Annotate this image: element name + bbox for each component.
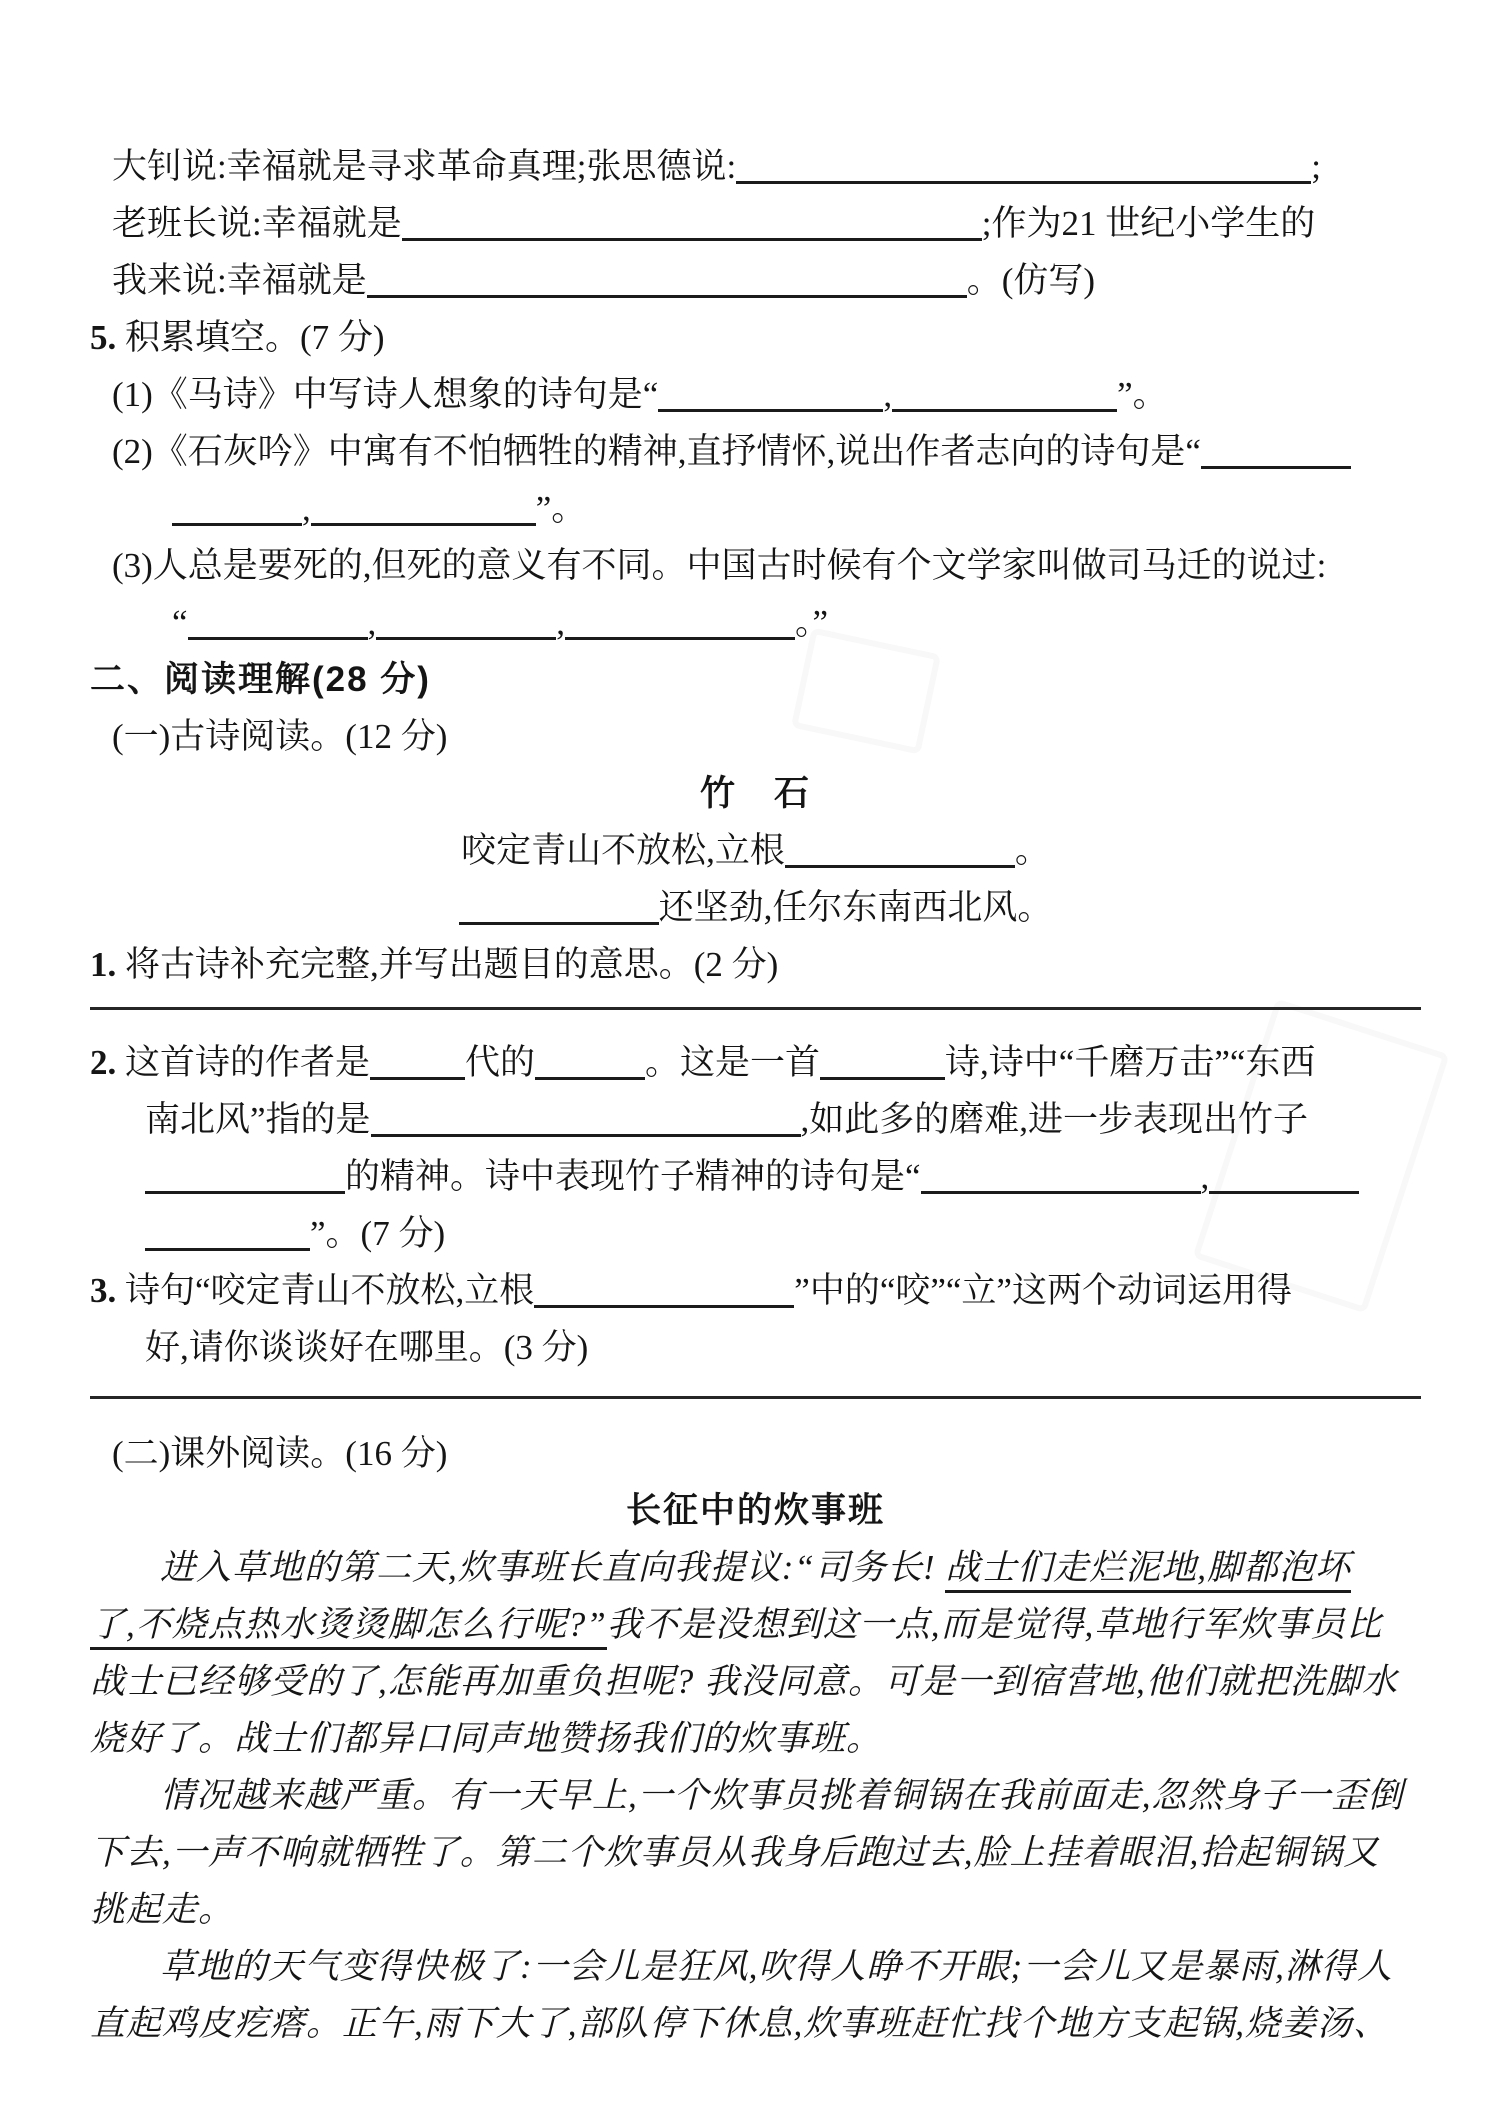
section2-heading: 二、阅读理解(28 分) [90, 660, 431, 699]
fill-in-blank [565, 607, 795, 640]
poem-question2-line1: 2. 这首诗的作者是 代的 。这是一首 诗,诗中“千磨万击”“东西 [90, 1043, 1316, 1082]
fill-in-blank [376, 607, 556, 640]
question4-line3: 我来说:幸福就是 。(仿写) [112, 261, 1096, 300]
passage-p2-line1: 情况越来越严重。有一天早上,一个炊事员挑着铜锅在我前面走,忽然身子一歪倒 [160, 1776, 1404, 1815]
fill-in-blank [145, 1161, 345, 1194]
question-number: 5. [90, 318, 117, 357]
fill-in-blank [145, 1218, 310, 1251]
fill-in-blank [188, 607, 368, 640]
fill-in-blank [172, 493, 302, 526]
question4-line1: 大钊说:幸福就是寻求革命真理;张思德说: ; [112, 147, 1321, 186]
section2-part1-heading: (一)古诗阅读。(12 分) [112, 717, 448, 756]
answer-line-2 [90, 1396, 1421, 1399]
passage-p1-line3: 战士已经够受的了,怎能再加重负担呢? 我没同意。可是一到宿营地,他们就把洗脚水 [90, 1662, 1398, 1701]
question-number: 1. [90, 945, 117, 984]
question-number: 3. [90, 1271, 117, 1310]
question5-item3-cont: “ , , 。” [172, 603, 829, 642]
fill-in-blank [367, 265, 967, 298]
passage-p1-line2: 了,不烧点热水烫烫脚怎么行呢?”我不是没想到这一点,而是觉得,草地行军炊事员比 [90, 1596, 1421, 1653]
question4-line2: 老班长说:幸福就是 ;作为21 世纪小学生的 [112, 204, 1316, 243]
fill-in-blank [1201, 436, 1351, 469]
fill-in-blank [402, 208, 982, 241]
question5-item2: (2)《石灰吟》中寓有不怕牺牲的精神,直抒情怀,说出作者志向的诗句是“ [90, 423, 1421, 480]
fill-in-blank [370, 1047, 465, 1080]
fill-in-blank [736, 151, 1311, 184]
question5-item2-cont: , ”。 [90, 480, 1421, 537]
fill-in-blank [459, 892, 659, 925]
fill-in-blank [1209, 1161, 1359, 1194]
poem-title: 竹 石 [699, 774, 811, 813]
underlined-text: 了,不烧点热水烫烫脚怎么行呢?” [90, 1605, 607, 1650]
poem-question1: 1. 将古诗补充完整,并写出题目的意思。(2 分) [90, 945, 779, 984]
section2-part2-heading: (二)课外阅读。(16 分) [112, 1434, 448, 1473]
fill-in-blank [820, 1047, 945, 1080]
question5-item3: (3)人总是要死的,但死的意义有不同。中国古时候有个文学家叫做司马迁的说过: [112, 546, 1327, 585]
fill-in-blank [892, 379, 1117, 412]
question-number: 2. [90, 1043, 117, 1082]
passage-p1-line4: 烧好了。战士们都异口同声地赞扬我们的炊事班。 [90, 1719, 883, 1758]
passage-p3-line2: 直起鸡皮疙瘩。正午,雨下大了,部队停下休息,炊事班赶忙找个地方支起锅,烧姜汤、 [90, 2004, 1390, 2043]
passage-p2-line2: 下去,一声不响就牺牲了。第二个炊事员从我身后跑过去,脸上挂着眼泪,拾起铜锅又 [90, 1833, 1380, 1872]
passage-p3-line1: 草地的天气变得快极了:一会儿是狂风,吹得人睁不开眼;一会儿又是暴雨,淋得人 [160, 1947, 1393, 1986]
poem-question3-line1: 3. 诗句“咬定青山不放松,立根 ”中的“咬”“立”这两个动词运用得 [90, 1271, 1292, 1310]
fill-in-blank [311, 493, 536, 526]
poem-line1: 咬定青山不放松,立根 。 [461, 831, 1050, 870]
fill-in-blank [658, 379, 883, 412]
poem-question3-line2: 好,请你谈谈好在哪里。(3 分) [145, 1328, 589, 1367]
fill-in-blank [785, 835, 1015, 868]
passage-p1-line1: 进入草地的第二天,炊事班长直向我提议:“司务长! 战士们走烂泥地,脚都泡坏 [90, 1539, 1421, 1596]
passage-title: 长征中的炊事班 [625, 1491, 885, 1530]
poem-question2-line4: ”。(7 分) [90, 1205, 1421, 1262]
answer-line-1 [90, 1007, 1421, 1010]
fill-in-blank [371, 1104, 801, 1137]
fill-in-blank [535, 1047, 645, 1080]
poem-question2-line3: 的精神。诗中表现竹子精神的诗句是“ , [90, 1148, 1421, 1205]
poem-question2-line2: 南北风”指的是 ,如此多的磨难,进一步表现出竹子 [145, 1100, 1309, 1139]
poem-line2: 还坚劲,任尔东南西北风。 [90, 879, 1421, 936]
passage-p2-line3: 挑起走。 [90, 1890, 235, 1929]
question5-header: 5. 积累填空。(7 分) [90, 318, 385, 357]
fill-in-blank [534, 1275, 794, 1308]
fill-in-blank [921, 1161, 1201, 1194]
underlined-text: 战士们走烂泥地,脚都泡坏 [945, 1548, 1351, 1593]
question5-item1: (1)《马诗》中写诗人想象的诗句是“ , ”。 [112, 375, 1168, 414]
